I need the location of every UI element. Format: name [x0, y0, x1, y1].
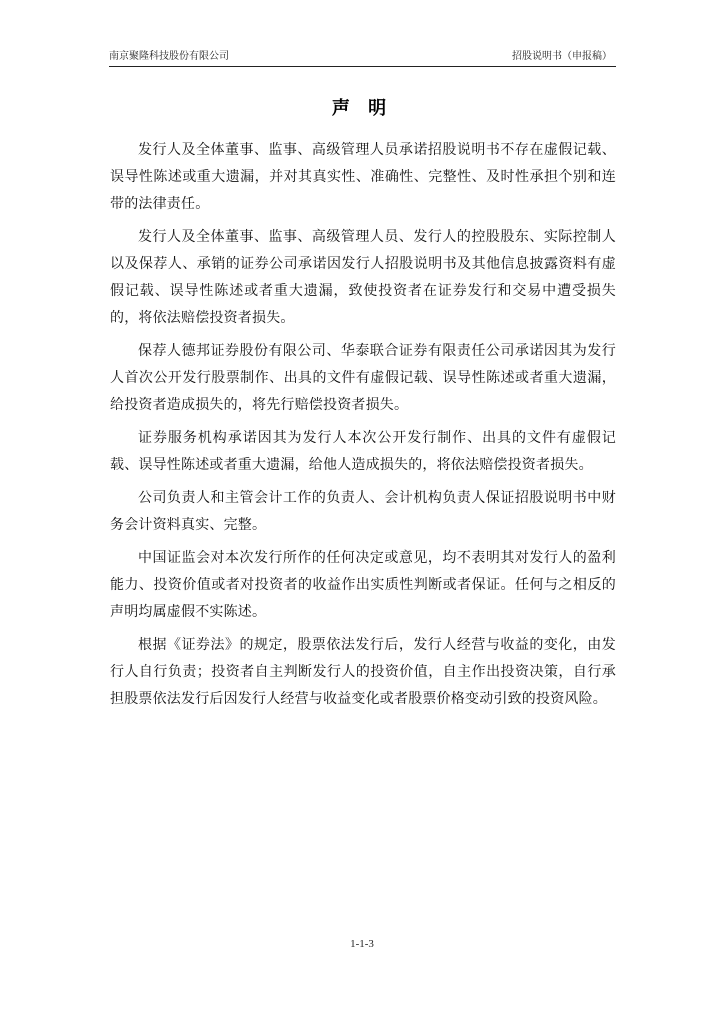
paragraph-1: 发行人及全体董事、监事、高级管理人员承诺招股说明书不存在虚假记载、误导性陈述或重大遗漏，并对其真实性、准确性、完整性、及时性承担个别和连带的法律责任。	[110, 142, 616, 212]
header-company-name: 南京聚隆科技股份有限公司	[109, 51, 229, 62]
page-header	[109, 48, 616, 67]
paragraph-7: 根据《证券法》的规定，股票依法发行后，发行人经营与收益的变化，由发行人自行负责；投资者自主判断发行人的投资价值，自主作出投资决策，自行承担股票依法发行后因发行人经营与收益变化或者股票价格变动引致的投资风险。	[110, 637, 616, 707]
paragraph-4: 证券服务机构承诺因其为发行人本次公开发行制作、出具的文件有虚假记载、误导性陈述或者重大遗漏，给他人造成损失的，将依法赔偿投资者损失。	[110, 430, 616, 473]
page-title: 声 明	[331, 98, 393, 119]
declaration-body	[110, 137, 616, 719]
paragraph-2: 发行人及全体董事、监事、高级管理人员、发行人的控股股东、实际控制人以及保荐人、承销的证券公司承诺因发行人招股说明书及其他信息披露资料有虚假记载、误导性陈述或者重大遗漏，致使投资者在证券发行和交易中遭受损失的，将依法赔偿投资者损失。	[110, 229, 616, 326]
header-document-title: 招股说明书（申报稿）	[512, 51, 612, 62]
paragraph-3: 保荐人德邦证券股份有限公司、华泰联合证券有限责任公司承诺因其为发行人首次公开发行股票制作、出具的文件有虚假记载、误导性陈述或者重大遗漏，给投资者造成损失的，将先行赔偿投资者损失。	[110, 343, 616, 413]
paragraph-6: 中国证监会对本次发行所作的任何决定或意见，均不表明其对发行人的盈利能力、投资价值或者对投资者的收益作出实质性判断或者保证。任何与之相反的声明均属虚假不实陈述。	[110, 550, 616, 620]
page-number: 1-1-3	[350, 938, 374, 950]
paragraph-5: 公司负责人和主管会计工作的负责人、会计机构负责人保证招股说明书中财务会计资料真实、完整。	[110, 490, 616, 533]
